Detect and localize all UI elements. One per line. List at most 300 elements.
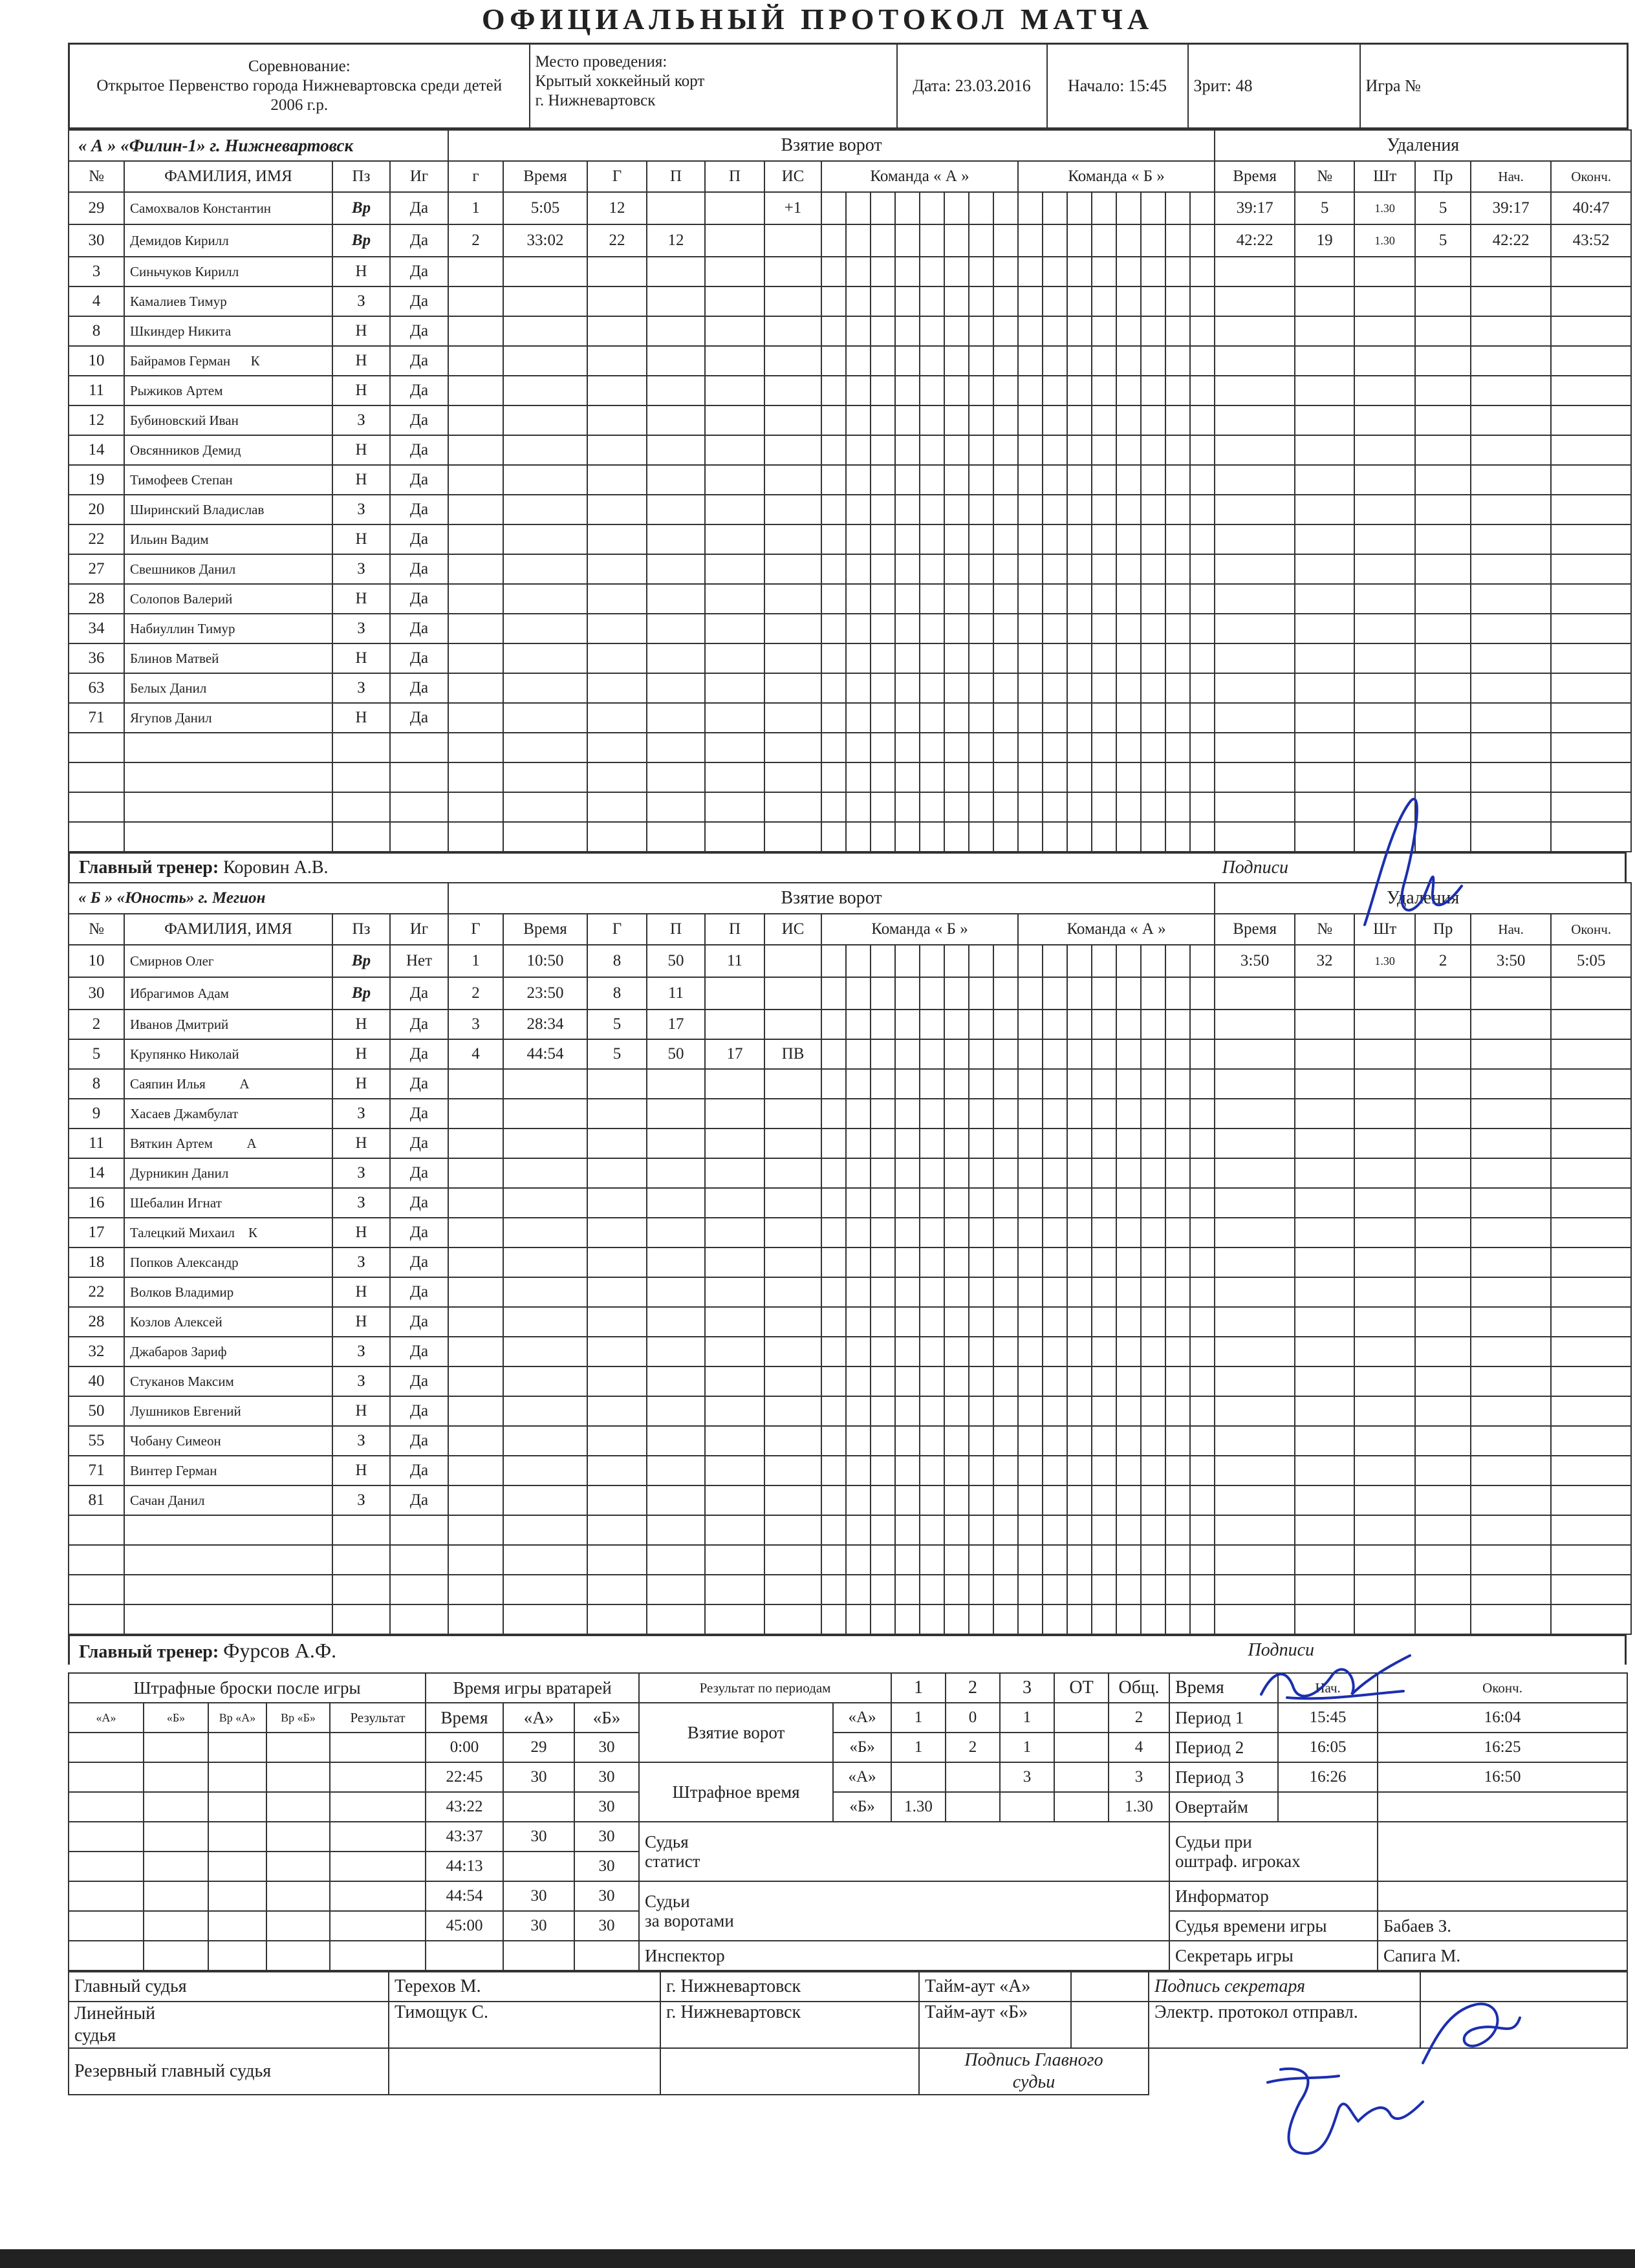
penalty-time [1215,316,1295,346]
player-row [69,945,1631,977]
goal-assist-1 [647,1396,705,1426]
goal-strength [764,643,821,673]
player-played: Да [390,286,448,316]
goal-strength [764,346,821,376]
penalty-reason [1415,1247,1471,1277]
on-ice-cell [1141,1010,1165,1039]
on-ice-cell [1092,1039,1116,1069]
on-ice-cell [920,1277,944,1307]
goal-time [503,1575,587,1604]
on-ice-cell [1190,1396,1215,1426]
on-ice-cell [1141,1247,1165,1277]
player-row [69,703,1631,733]
time-col-2: Оконч. [1378,1673,1627,1703]
goal-strength [764,257,821,286]
head-referee-label: Главный судья [69,1972,389,2002]
player-row [69,1396,1631,1426]
on-ice-cell [1067,1099,1092,1129]
player-name: Джабаров Зариф [124,1337,332,1366]
goal-number [448,1307,503,1337]
on-ice-cell [920,257,944,286]
on-ice-cell [895,1188,920,1218]
penalty-player [1295,673,1354,703]
on-ice-cell [1067,435,1092,465]
player-row [69,495,1631,524]
goal-assist-2 [705,1545,764,1575]
on-ice-cell [1067,192,1092,224]
on-ice-cell [993,1426,1018,1456]
on-ice-cell [1043,405,1067,435]
player-name: Ширинский Владислав [124,495,332,524]
penalty-reason [1415,1485,1471,1515]
on-ice-cell [969,1575,993,1604]
summary-row [69,1941,1627,1971]
on-ice-cell [1092,376,1116,405]
on-ice-cell [1043,1307,1067,1337]
goalie-b: 30 [574,1733,639,1762]
on-ice-cell [1116,257,1141,286]
player-position: Н [332,465,390,495]
on-ice-cell [920,733,944,762]
goal-strength [764,1218,821,1247]
penalty-player [1295,614,1354,643]
on-ice-cell [895,316,920,346]
on-ice-cell [969,1158,993,1188]
goal-strength [764,465,821,495]
on-ice-cell [1165,524,1190,554]
penalty-reason [1415,1515,1471,1545]
goal-time: 44:54 [503,1039,587,1069]
on-ice-cell [821,614,846,643]
penalty-player: 32 [1295,945,1354,977]
venue-label: Место проведения: [535,53,667,70]
player-number: 14 [69,435,124,465]
on-ice-cell [1043,703,1067,733]
goal-number [448,762,503,792]
on-ice-cell [944,792,969,822]
on-ice-cell [1141,1366,1165,1396]
on-ice-cell [1116,1485,1141,1515]
on-ice-cell [1067,316,1092,346]
player-number: 8 [69,1069,124,1099]
goal-strength [764,316,821,346]
shootout-cell [208,1911,266,1941]
goal-strength [764,1426,821,1456]
judge-statistician [639,1822,1169,1881]
period-col-4: Общ. [1109,1673,1169,1703]
goal-scorer [587,1218,647,1247]
goal-strength [764,1099,821,1129]
on-ice-cell [1018,1218,1043,1247]
team-b-goals-header: Взятие ворот [448,883,1215,914]
player-played: Да [390,376,448,405]
informer-label: Информатор [1169,1881,1378,1911]
penalty-player: 19 [1295,224,1354,257]
penalty-end [1551,673,1631,703]
on-ice-cell [1165,376,1190,405]
player-position [332,1575,390,1604]
on-ice-cell [920,376,944,405]
on-ice-cell [895,524,920,554]
goal-scorer [587,1069,647,1099]
on-ice-cell [1190,1277,1215,1307]
penalty-end [1551,1396,1631,1426]
goal-scorer [587,1485,647,1515]
goalie-b: 30 [574,1762,639,1792]
goal-judges-line1: Судьи [645,1892,690,1911]
on-ice-cell [1043,1099,1067,1129]
goal-judges-line2: за воротами [645,1911,734,1930]
period-ot [1054,1792,1109,1822]
penalty-end [1551,1247,1631,1277]
on-ice-cell [969,524,993,554]
on-ice-cell [969,1188,993,1218]
penalty-start [1471,1099,1551,1129]
on-ice-cell [1141,1188,1165,1218]
on-ice-cell [846,286,871,316]
on-ice-cell [821,762,846,792]
on-ice-cell [1067,822,1092,852]
shootout-cell [208,1852,266,1881]
player-name [124,792,332,822]
on-ice-cell [871,1010,895,1039]
on-ice-cell [1018,192,1043,224]
on-ice-cell [871,673,895,703]
on-ice-cell [993,224,1018,257]
goal-scorer [587,554,647,584]
penalty-player [1295,376,1354,405]
player-row [69,286,1631,316]
on-ice-cell [920,1396,944,1426]
goalie-b: 30 [574,1792,639,1822]
penalty-reason [1415,286,1471,316]
shootout-cell [266,1911,330,1941]
player-name: Козлов Алексей [124,1307,332,1337]
shootout-cell [266,1822,330,1852]
on-ice-cell [1141,1218,1165,1247]
player-name: Дурникин Данил [124,1158,332,1188]
goal-scorer [587,435,647,465]
player-name: Камалиев Тимур [124,286,332,316]
on-ice-cell [1116,1575,1141,1604]
penalty-start [1471,1485,1551,1515]
player-name [124,1575,332,1604]
time-period-end: 16:25 [1378,1733,1627,1762]
player-played: Да [390,1218,448,1247]
goal-strength [764,1247,821,1277]
player-position: Н [332,703,390,733]
penalty-time [1215,1426,1295,1456]
penalty-reason [1415,1158,1471,1188]
period-ot [1054,1733,1109,1762]
goal-strength [764,1396,821,1426]
goal-time [503,1604,587,1634]
team-b-coach-label: Главный тренер: [79,1641,219,1662]
penalty-minutes [1354,584,1415,614]
on-ice-cell [1092,1277,1116,1307]
player-number: 16 [69,1188,124,1218]
on-ice-cell [871,614,895,643]
goal-assist-1 [647,762,705,792]
on-ice-cell [1092,257,1116,286]
player-played: Нет [390,945,448,977]
on-ice-cell [993,1366,1018,1396]
penalty-box-judges [1169,1822,1378,1881]
on-ice-cell [1018,316,1043,346]
goal-assist-2 [705,977,764,1010]
on-ice-cell [871,495,895,524]
on-ice-cell [1141,1158,1165,1188]
shootout-cell [266,1762,330,1792]
on-ice-cell [1116,346,1141,376]
goal-scorer: 5 [587,1010,647,1039]
on-ice-cell [821,1218,846,1247]
on-ice-cell [871,643,895,673]
player-number: 55 [69,1426,124,1456]
on-ice-cell [895,1575,920,1604]
penalty-end [1551,1545,1631,1575]
on-ice-cell [846,584,871,614]
player-number: 81 [69,1485,124,1515]
on-ice-cell [1067,1158,1092,1188]
on-ice-cell [944,1099,969,1129]
player-number: 9 [69,1099,124,1129]
player-position: Н [332,1218,390,1247]
on-ice-cell [895,584,920,614]
on-ice-cell [969,1545,993,1575]
on-ice-cell [1067,376,1092,405]
on-ice-cell [821,257,846,286]
on-ice-cell [1043,762,1067,792]
player-number: 71 [69,1456,124,1485]
on-ice-cell [1141,495,1165,524]
on-ice-cell [1141,1307,1165,1337]
goal-time [503,1188,587,1218]
goal-strength [764,1545,821,1575]
on-ice-cell [944,316,969,346]
on-ice-cell [1043,1158,1067,1188]
goal-judges [639,1881,1169,1941]
team-b-signature [1248,1643,1423,1714]
player-played: Да [390,1485,448,1515]
goal-number [448,286,503,316]
goal-scorer [587,1277,647,1307]
on-ice-cell [1018,1426,1043,1456]
on-ice-cell [1141,465,1165,495]
on-ice-cell [993,286,1018,316]
goal-scorer [587,316,647,346]
document-title: ОФИЦИАЛЬНЫЙ ПРОТОКОЛ МАТЧА [481,3,1154,36]
goal-assist-2 [705,1010,764,1039]
goal-assist-2 [705,762,764,792]
on-ice-cell [871,1158,895,1188]
goal-scorer [587,524,647,554]
on-ice-cell [1165,316,1190,346]
on-ice-cell [1116,1158,1141,1188]
on-ice-cell [1043,316,1067,346]
penalty-player [1295,1247,1354,1277]
goal-strength [764,733,821,762]
goal-strength [764,1604,821,1634]
on-ice-cell [969,346,993,376]
on-ice-cell [1043,286,1067,316]
player-position [332,1604,390,1634]
player-number: 28 [69,584,124,614]
on-ice-cell [1043,1188,1067,1218]
player-position: З [332,1485,390,1515]
on-ice-cell [895,1307,920,1337]
on-ice-cell [1141,1099,1165,1129]
penalty-end [1551,316,1631,346]
penalty-player [1295,1485,1354,1515]
penalty-time [1215,554,1295,584]
on-ice-cell [821,465,846,495]
player-played: Да [390,1188,448,1218]
on-ice-cell [1165,1366,1190,1396]
goal-assist-2 [705,286,764,316]
on-ice-cell [1067,977,1092,1010]
time-period-name: Период 2 [1169,1733,1278,1762]
on-ice-cell [1141,524,1165,554]
on-ice-cell [871,346,895,376]
summary-row [69,1881,1627,1911]
goal-assist-1 [647,257,705,286]
on-ice-cell [944,733,969,762]
team-a-signatures-label: Подписи [847,853,1626,882]
player-row [69,1426,1631,1456]
period-3: 3 [1000,1762,1054,1792]
goal-number [448,435,503,465]
on-ice-cell [1165,673,1190,703]
time-period-name: Период 1 [1169,1703,1278,1733]
on-ice-cell [846,1515,871,1545]
on-ice-cell [1141,1277,1165,1307]
penalty-end [1551,1069,1631,1099]
goal-assist-2 [705,405,764,435]
time-period-start [1278,1792,1378,1822]
on-ice-cell [1141,224,1165,257]
shootout-cell [144,1852,208,1881]
penalty-time [1215,435,1295,465]
on-ice-cell [895,822,920,852]
goal-strength [764,762,821,792]
on-ice-cell [1141,1485,1165,1515]
on-ice-cell [1116,762,1141,792]
player-name: Шебалин Игнат [124,1188,332,1218]
player-name: Попков Александр [124,1247,332,1277]
penalty-time [1215,1307,1295,1337]
player-played [390,733,448,762]
on-ice-cell [895,405,920,435]
goal-strength [764,584,821,614]
penalty-end [1551,643,1631,673]
goal-number [448,376,503,405]
on-ice-cell [1165,286,1190,316]
player-played: Да [390,524,448,554]
player-position: Вр [332,977,390,1010]
penalty-player [1295,703,1354,733]
protocol-sheet [68,43,1627,2095]
penalty-reason [1415,316,1471,346]
on-ice-cell [1116,1277,1141,1307]
on-ice-cell [846,762,871,792]
time-period-start: 16:05 [1278,1733,1378,1762]
penalty-reason [1415,1337,1471,1366]
on-ice-cell [1165,703,1190,733]
goal-assist-2 [705,316,764,346]
on-ice-cell [821,554,846,584]
goal-assist-2 [705,1307,764,1337]
on-ice-cell [846,554,871,584]
timeout-a-label: Тайм-аут «А» [919,1972,1071,2002]
goal-number [448,643,503,673]
on-ice-cell [895,1456,920,1485]
on-ice-cell [993,1307,1018,1337]
goal-assist-1 [647,316,705,346]
goal-strength [764,554,821,584]
goal-scorer: 8 [587,945,647,977]
team-b-signatures-label: Подписи [847,1636,1626,1665]
penalty-minutes [1354,1188,1415,1218]
on-ice-cell [1092,435,1116,465]
goal-assist-1 [647,376,705,405]
on-ice-cell [846,1575,871,1604]
on-ice-cell [944,1129,969,1158]
on-ice-cell [1067,673,1092,703]
penalty-time [1215,614,1295,643]
penalty-player [1295,1099,1354,1129]
player-row [69,346,1631,376]
empty-cell [69,1941,144,1971]
on-ice-cell [1018,1277,1043,1307]
player-name: Ягупов Данил [124,703,332,733]
penalty-end [1551,1604,1631,1634]
on-ice-cell [1018,465,1043,495]
on-ice-cell [1092,1247,1116,1277]
player-row [69,1069,1631,1099]
goal-scorer [587,822,647,852]
goal-assist-2 [705,1456,764,1485]
on-ice-cell [1092,703,1116,733]
on-ice-cell [969,1099,993,1129]
penalty-minutes [1354,554,1415,584]
reserve-referee-city [660,2048,919,2095]
on-ice-cell [1043,1039,1067,1069]
goal-time [503,1158,587,1188]
on-ice-cell [993,792,1018,822]
player-number: 14 [69,1158,124,1188]
player-position: З [332,1247,390,1277]
col-pen-start: Нач. [1471,914,1551,945]
player-row [69,614,1631,643]
on-ice-cell [895,1039,920,1069]
goal-time [503,1069,587,1099]
on-ice-cell [993,465,1018,495]
scan-edge [0,2249,1635,2268]
goal-time [503,435,587,465]
linesman-name: Тимощук С. [389,2002,660,2048]
on-ice-cell [821,346,846,376]
on-ice-cell [1092,1545,1116,1575]
goal-number [448,822,503,852]
penalty-reason [1415,977,1471,1010]
player-name [124,762,332,792]
penalty-time [1215,1010,1295,1039]
on-ice-cell [846,1188,871,1218]
shootout-cell [69,1822,144,1852]
penalty-time [1215,1218,1295,1247]
on-ice-cell [1067,286,1092,316]
